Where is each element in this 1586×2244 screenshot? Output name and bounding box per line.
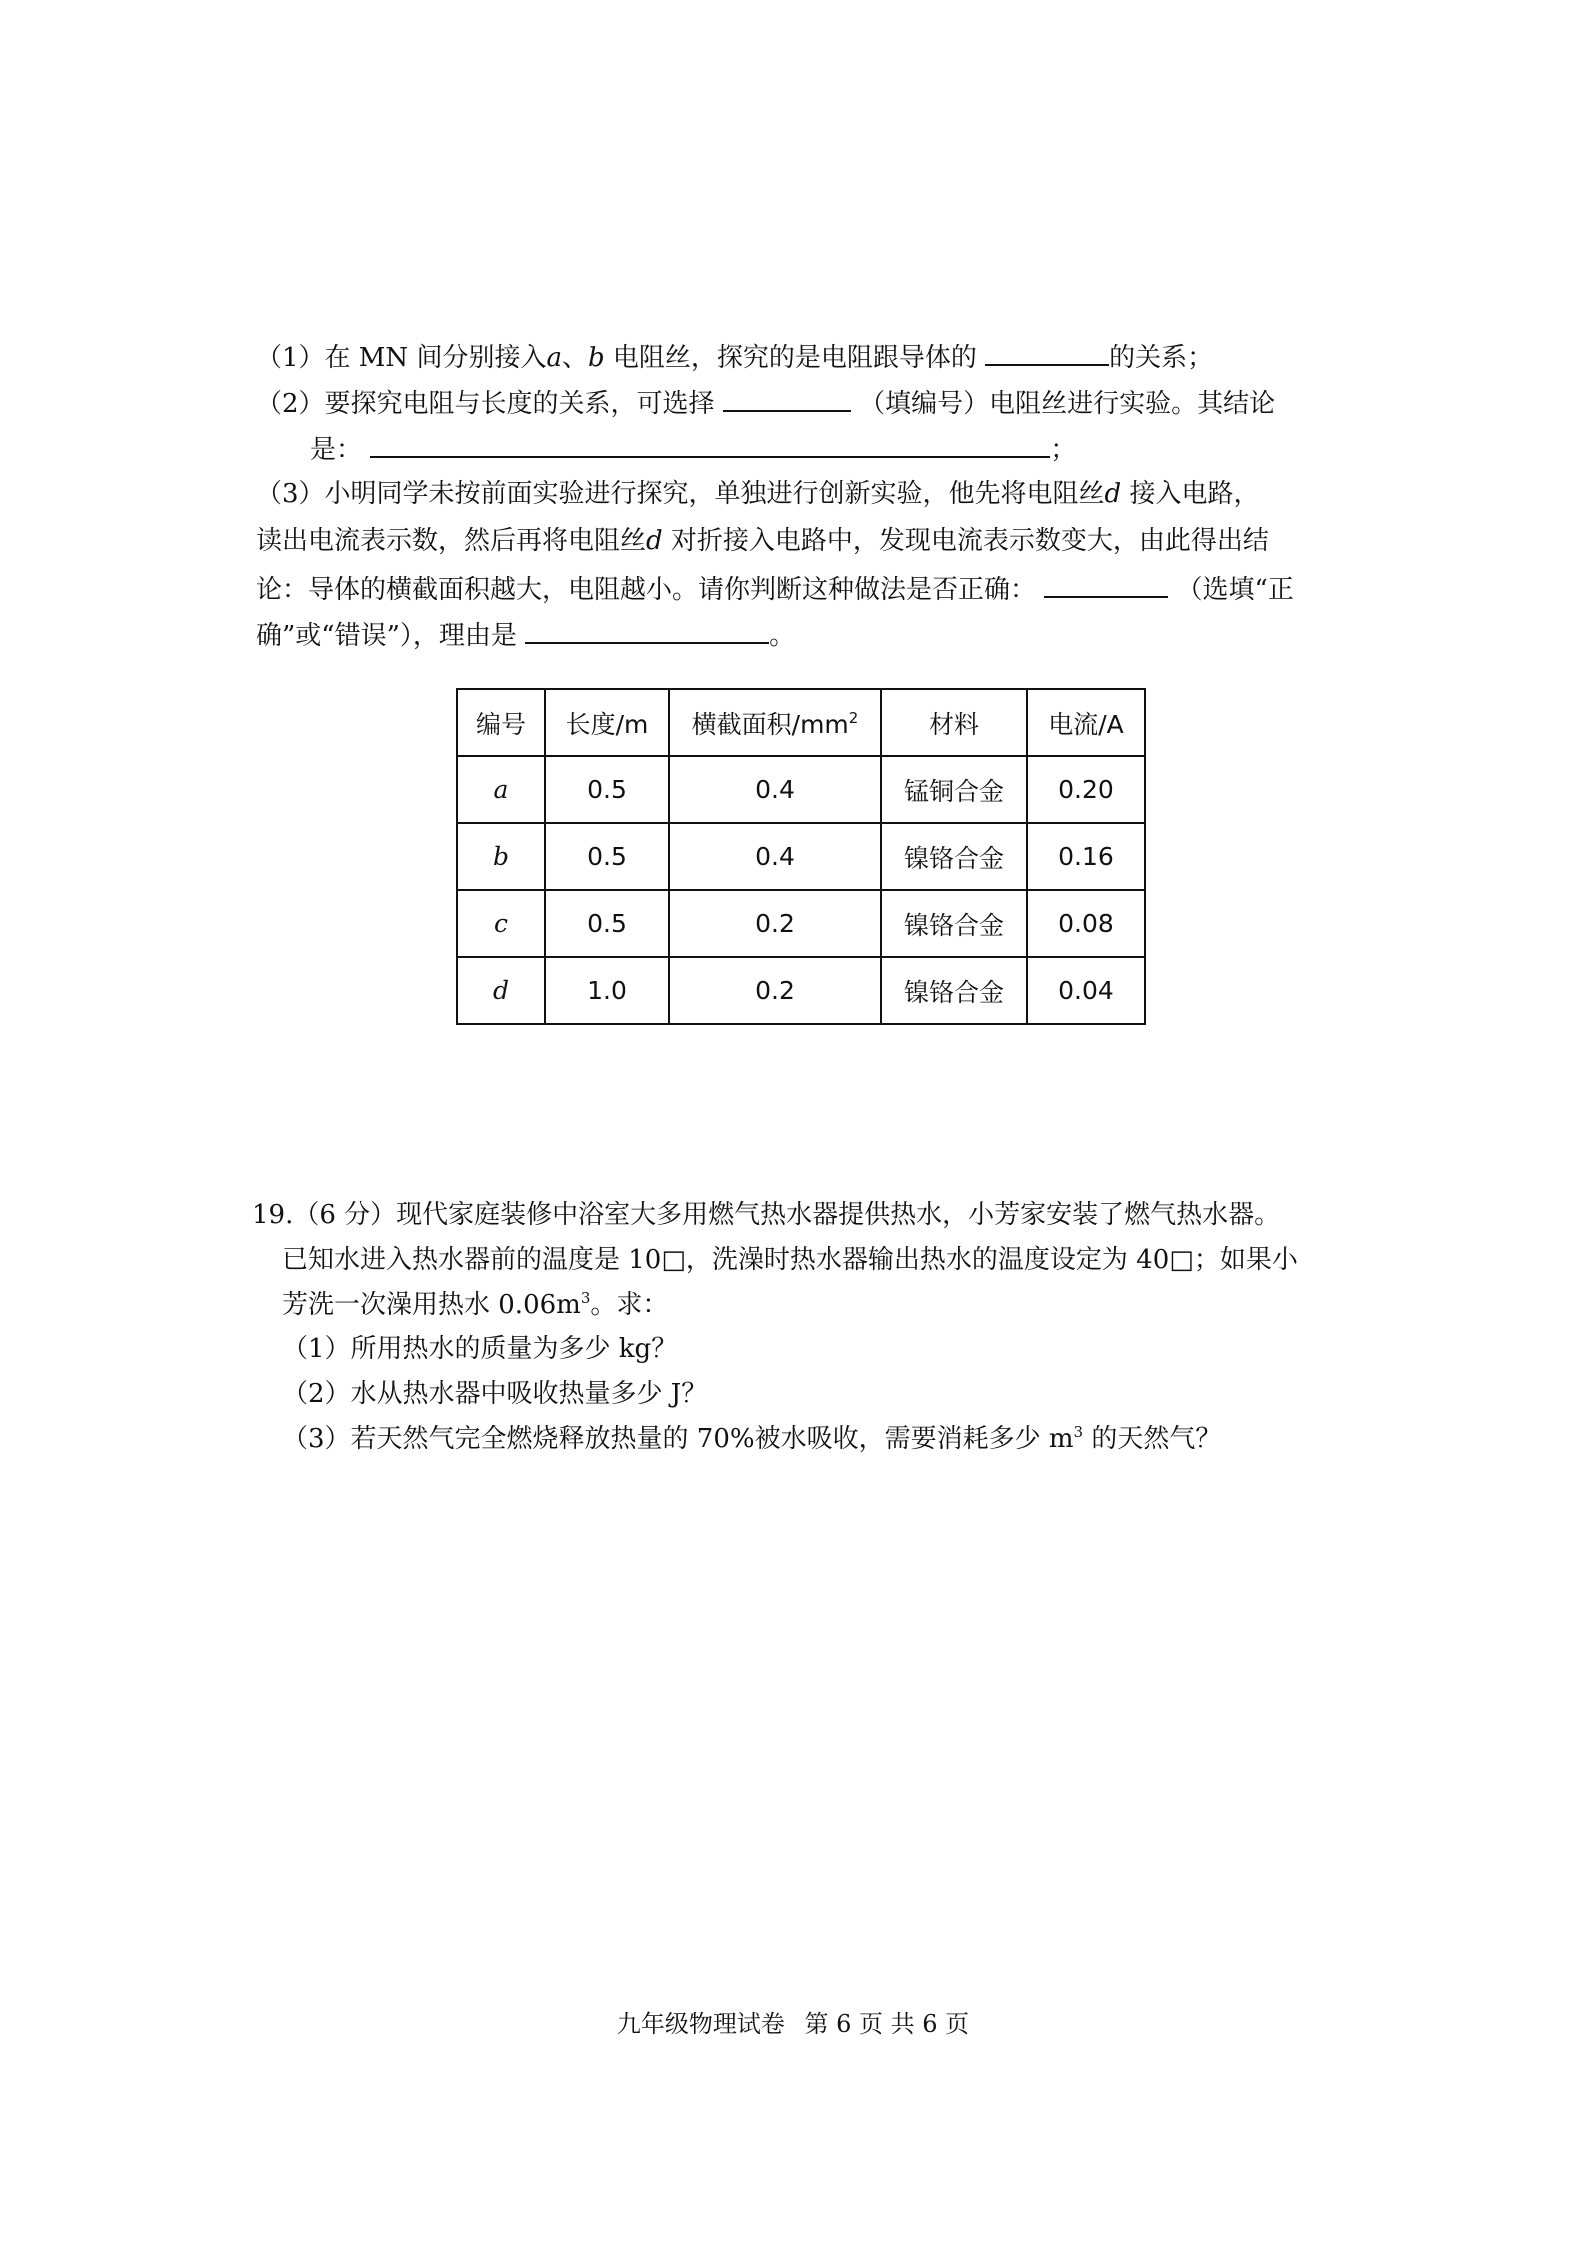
q19-line2: 已知水进入热水器前的温度是 10□，洗澡时热水器输出热水的温度设定为 40□；如果小 xyxy=(282,1245,1298,1275)
page-footer xyxy=(0,2008,1586,2040)
var-d: d xyxy=(646,526,663,556)
q19-sub1: （1）所用热水的质量为多少 kg？ xyxy=(282,1334,678,1364)
header-area: 横截面积$/mm^2$ xyxy=(669,689,881,756)
answer-blank-4[interactable] xyxy=(1044,570,1168,598)
table-row xyxy=(457,890,1145,957)
cell-current: 0.08 xyxy=(1027,890,1145,957)
q19-line1: 19.（6 分）现代家庭装修中浴室大多用燃气热水器提供热水，小芳家安装了燃气热水器。 xyxy=(252,1200,1281,1230)
cell-area: 0.4 xyxy=(669,756,881,823)
answer-blank-3[interactable] xyxy=(370,430,1050,458)
q19-sub3: （3）若天然气完全燃烧释放热量的 70%被水吸收，需要消耗多少 $m^3$ 的天然气？ xyxy=(282,1423,1222,1454)
cell-material: 镍铬合金 xyxy=(881,823,1027,890)
answer-blank-2[interactable] xyxy=(723,384,851,412)
footer-title: 九年级物理试卷 xyxy=(616,2010,785,2038)
cell-material: 镍铬合金 xyxy=(881,890,1027,957)
q18-part3-line1: （3）小明同学未按前面实验进行探究，单独进行创新实验，他先将电阻丝d 接入电路， xyxy=(256,479,1260,509)
q18-part1: （1）在 MN 间分别接入a、b 电阻丝，探究的是电阻跟导体的 的关系； xyxy=(256,338,1213,375)
q18-part3-line4: 确”或“错误”），理由是 。 xyxy=(256,616,795,653)
resistance-wire-table xyxy=(456,688,1146,1025)
header-id: 编号 xyxy=(457,689,545,756)
answer-blank-5[interactable] xyxy=(525,616,769,644)
cell-id: b xyxy=(457,823,545,890)
footer-page-number: 第 6 页 共 6 页 xyxy=(804,2010,970,2038)
cell-current: 0.16 xyxy=(1027,823,1145,890)
cell-material: 锰铜合金 xyxy=(881,756,1027,823)
table-row xyxy=(457,756,1145,823)
cell-id: d xyxy=(457,957,545,1024)
var-b: b xyxy=(587,343,605,373)
table-row xyxy=(457,957,1145,1024)
q19-sub2: （2）水从热水器中吸收热量多少 J？ xyxy=(282,1379,708,1409)
cell-current: 0.04 xyxy=(1027,957,1145,1024)
cell-length: 0.5 xyxy=(545,756,669,823)
var-d: d xyxy=(1104,479,1122,509)
table-row xyxy=(457,823,1145,890)
q18-part3-line3: 论：导体的横截面积越大，电阻越小。请你判断这种做法是否正确： （选填“正 xyxy=(256,570,1294,607)
header-current: 电流/A xyxy=(1027,689,1145,756)
table-header-row xyxy=(457,689,1145,756)
cell-length: 0.5 xyxy=(545,823,669,890)
q18-part3-line2: 读出电流表示数，然后再将电阻丝d 对折接入电路中，发现电流表示数变大，由此得出结 xyxy=(256,526,1269,556)
cell-area: 0.4 xyxy=(669,823,881,890)
cell-id: c xyxy=(457,890,545,957)
header-material: 材料 xyxy=(881,689,1027,756)
cell-material: 镍铬合金 xyxy=(881,957,1027,1024)
cell-area: 0.2 xyxy=(669,957,881,1024)
var-a: a xyxy=(546,343,562,373)
answer-blank-1[interactable] xyxy=(985,338,1109,366)
cell-id: a xyxy=(457,756,545,823)
q18-part2: （2）要探究电阻与长度的关系，可选择 （填编号）电阻丝进行实验。其结论 xyxy=(256,384,1275,421)
cell-area: 0.2 xyxy=(669,890,881,957)
cell-length: 1.0 xyxy=(545,957,669,1024)
cell-current: 0.20 xyxy=(1027,756,1145,823)
q18-part2-conclusion: 是： ； xyxy=(310,430,1076,467)
q19-line3: 芳洗一次澡用热水 $0.06m^3$。求： xyxy=(282,1289,669,1320)
cell-length: 0.5 xyxy=(545,890,669,957)
header-length: 长度/m xyxy=(545,689,669,756)
